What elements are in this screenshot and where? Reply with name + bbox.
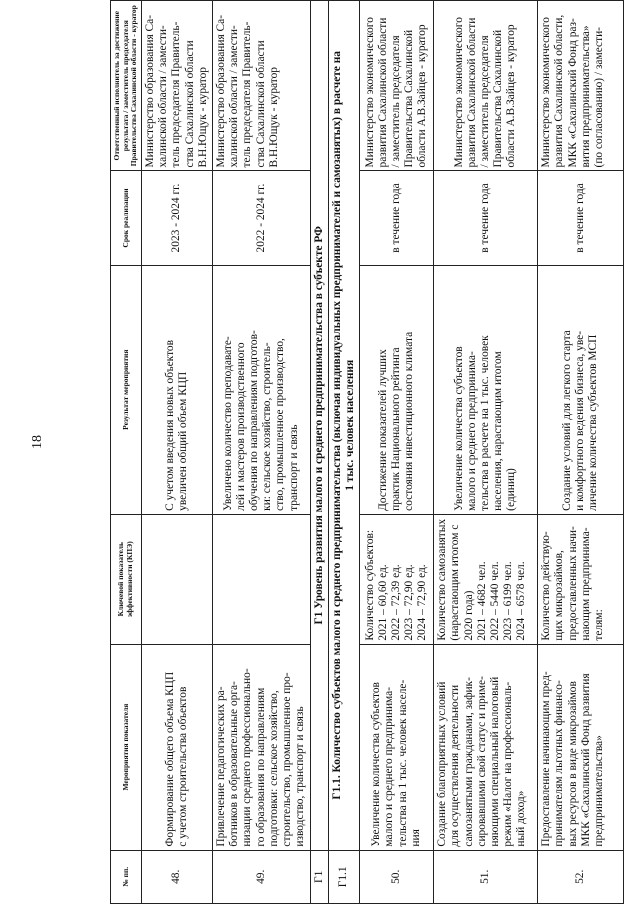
text-line: (единиц): [505, 468, 518, 511]
text-line: 1 тыс. человек населения: [343, 359, 356, 491]
responsible-cell: [434, 1, 538, 171]
text-line: режим «Налог на профессиональ-: [502, 681, 515, 847]
row-number: 52.: [538, 850, 624, 903]
term-cell: в течение года: [434, 171, 538, 265]
text-line: Министерство экономического: [540, 17, 553, 168]
text-line: Министерство образования Са-: [214, 15, 227, 168]
text-line: увеличен общий объем КЦП: [176, 371, 189, 511]
text-line: / заместитель председателя: [390, 35, 403, 168]
row-number: 49.: [212, 850, 310, 903]
text-line: (по согласованию) / замести-: [593, 27, 606, 168]
text-line: низации среднего профессионально-: [241, 668, 254, 847]
text-line: халинской области / замести-: [157, 25, 170, 168]
col-header-responsible: Ответственный исполнитель за достижение результата / заместитель председателя Правительства Сахалинской области - куратор: [111, 1, 142, 171]
text-line: развития Сахалинской области,: [553, 14, 566, 168]
section-title: [328, 1, 359, 851]
result-cell: [360, 265, 434, 514]
text-line: Г1.1. Количество субъектов малого и среднего предпринимательства (включая индивидуальных предпринимателей и самозанятых) в расчете на: [330, 50, 343, 800]
text-line: принимателям льготных финансо-: [553, 680, 566, 847]
text-line: 2022 – 5440 чел.: [489, 561, 502, 641]
col-header-kpi: Ключевой показатель эффективности (КПЭ): [111, 514, 142, 644]
text-line: В.Н.Ющук - куратор: [196, 67, 209, 168]
text-line: обучения по направлениям подготов-: [248, 330, 261, 511]
text-line: нающим предпринима-: [579, 527, 592, 641]
text-line: / заместитель председателя: [479, 35, 492, 168]
text-line: ботников в образовательные орга-: [228, 681, 241, 847]
kpi-cell: [360, 514, 434, 644]
text-line: Формирование общего объема КЦП: [163, 671, 176, 847]
text-line: самозанятыми гражданами, зафик-: [462, 677, 475, 847]
result-cell: [212, 265, 310, 514]
text-line: телям:: [593, 609, 606, 641]
text-line: строительство, промышленное про-: [281, 672, 294, 847]
kpi-cell: [434, 514, 538, 644]
text-line: с учетом строительства объектов: [176, 686, 189, 847]
table-row-48: [141, 1, 212, 904]
responsible-cell: [538, 1, 624, 171]
rotated-page: [110, 0, 632, 904]
text-line: (нарастающим итогом с: [449, 524, 462, 641]
col-header-measure: Мероприятия показателя: [111, 644, 142, 850]
text-line: В.Н.Ющук - куратор: [267, 67, 280, 168]
text-line: Предоставление начинающим пред-: [540, 671, 553, 847]
text-line: С учетом введения новых объектов: [163, 340, 176, 511]
row-number: 48.: [141, 850, 212, 903]
text-line: ство, промышленное производство,: [274, 338, 287, 511]
measure-cell: [538, 644, 624, 850]
text-line: населения, нарастающим итогом: [492, 351, 505, 511]
text-line: подготовки: сельское хозяйство,: [267, 690, 280, 847]
text-line: Правительства Сахалинской: [403, 29, 416, 168]
text-line: Количество самозанятых: [436, 518, 449, 641]
text-line: МКК «Сахалинский Фонд раз-: [566, 18, 579, 168]
result-cell: [434, 265, 538, 514]
text-line: 2021 – 4682 чел.: [475, 561, 488, 641]
text-line: транспорт и связь: [287, 424, 300, 511]
text-line: халинской области / замести-: [228, 25, 241, 168]
responsible-cell: [360, 1, 434, 171]
section-code: Г1.1: [328, 850, 359, 903]
page-number: 18: [30, 435, 45, 449]
text-line: 2024 – 6578 чел.: [515, 561, 528, 641]
table-header-row: [111, 1, 142, 904]
text-line: 2024 – 72,90 ед.: [416, 564, 429, 641]
text-line: Увеличение количества субъектов: [452, 346, 465, 511]
term-cell: в течение года: [360, 171, 434, 265]
text-line: сировавшими свой статус и приме-: [475, 676, 488, 847]
text-line: ный доход»: [515, 790, 528, 847]
text-line: Министерство экономического: [363, 17, 376, 168]
measure-cell: [212, 644, 310, 850]
responsible-cell: [212, 1, 310, 171]
table-row-49: [212, 1, 310, 904]
text-line: Достижение показателей лучших: [376, 349, 389, 511]
row-number: 51.: [434, 850, 538, 903]
text-line: развития Сахалинской области: [376, 17, 389, 168]
text-line: и комфортного ведения бизнеса, уве-: [574, 330, 587, 511]
kpi-cell: [212, 514, 310, 644]
text-line: ства Сахалинской области: [183, 40, 196, 168]
text-line: тель председателя Правитель-: [241, 21, 254, 168]
kpi-cell: [538, 514, 624, 644]
text-line: практик Национального рейтинга: [390, 347, 403, 511]
text-line: ния: [409, 829, 422, 847]
text-line: области А.В.Зайцев - куратор: [416, 24, 429, 168]
text-line: вых ресурсов в виде микрозаймов: [566, 681, 579, 847]
text-line: Создание условий для легкого старта: [560, 330, 573, 511]
text-line: малого и среднего предпринима-: [465, 351, 478, 511]
measure-cell: [434, 644, 538, 850]
table-row-52: [538, 1, 624, 904]
text-line: Министерство экономического: [452, 17, 465, 168]
text-line: няющими специальный налоговый: [489, 676, 502, 847]
text-line: 2021 – 60,60 ед.: [376, 564, 389, 641]
section-code: Г1: [310, 850, 328, 903]
col-header-term: Срок реализации: [111, 171, 142, 265]
row-number: 50.: [360, 850, 434, 903]
result-cell: [538, 265, 624, 514]
text-line: лей и мастеров производственного: [234, 342, 247, 511]
term-cell: 2022 - 2024 гг.: [212, 171, 310, 265]
measure-cell: [360, 644, 434, 850]
text-line: для осуществления деятельности: [449, 684, 462, 847]
text-line: малого и среднего предпринима-: [383, 686, 396, 847]
text-line: изводство, транспорт и связь: [294, 706, 307, 847]
text-line: 2023 – 72,90 ед.: [403, 564, 416, 641]
text-line: МКК «Сахалинский Фонд развития: [579, 673, 592, 847]
text-line: личение количества субъектов МСП: [587, 334, 600, 511]
text-line: состояния инвестиционного климата: [403, 331, 416, 511]
text-line: Количество действую-: [540, 531, 553, 641]
text-line: щих микрозаймов,: [553, 550, 566, 641]
text-line: го образования по направлениям: [254, 687, 267, 847]
text-line: тель председателя Правитель-: [170, 21, 183, 168]
text-line: 2023 – 6199 чел.: [502, 561, 515, 641]
text-line: Правительства Сахалинской: [492, 29, 505, 168]
text-line: Министерство образования Са-: [143, 15, 156, 168]
text-line: тельства в расчете на 1 тыс. человек: [479, 335, 492, 511]
text-line: ки: сельское хозяйство, строитель-: [261, 342, 274, 511]
kpi-cell: [141, 514, 212, 644]
text-line: Привлечение педагогических ра-: [214, 686, 227, 847]
text-line: Количество субъектов:: [363, 529, 376, 641]
text-line: вития предпринимательства»: [579, 25, 592, 168]
text-line: Увеличено количество преподавате-: [221, 336, 234, 511]
text-line: Увеличение количества субъектов: [370, 682, 383, 847]
table-row-51: [434, 1, 538, 904]
text-line: Создание благоприятных условий: [436, 681, 449, 847]
measures-table: [110, 0, 624, 904]
responsible-cell: [141, 1, 212, 171]
text-line: 2020 года): [462, 590, 475, 641]
section-row-g1: [310, 1, 328, 904]
section-row-g1-1: [328, 1, 359, 904]
result-cell: [141, 265, 212, 514]
text-line: 2022 – 72,39 ед.: [390, 564, 403, 641]
text-line: предпринимательства»: [593, 735, 606, 847]
term-cell: в течение года: [538, 171, 624, 265]
text-line: тельства на 1 тыс. человек населе-: [396, 679, 409, 847]
text-line: области А.В.Зайцев - куратор: [505, 24, 518, 168]
measure-cell: [141, 644, 212, 850]
text-line: предоставленных начи-: [566, 526, 579, 641]
table-row-50: [360, 1, 434, 904]
term-cell: 2023 - 2024 гг.: [141, 171, 212, 265]
col-header-result: Результат мероприятия: [111, 265, 142, 514]
text-line: ства Сахалинской области: [254, 40, 267, 168]
section-title: Г1 Уровень развития малого и среднего предпринимательства в субъекте РФ: [310, 1, 328, 851]
col-header-number: № пп.: [111, 850, 142, 903]
text-line: развития Сахалинской области: [465, 17, 478, 168]
